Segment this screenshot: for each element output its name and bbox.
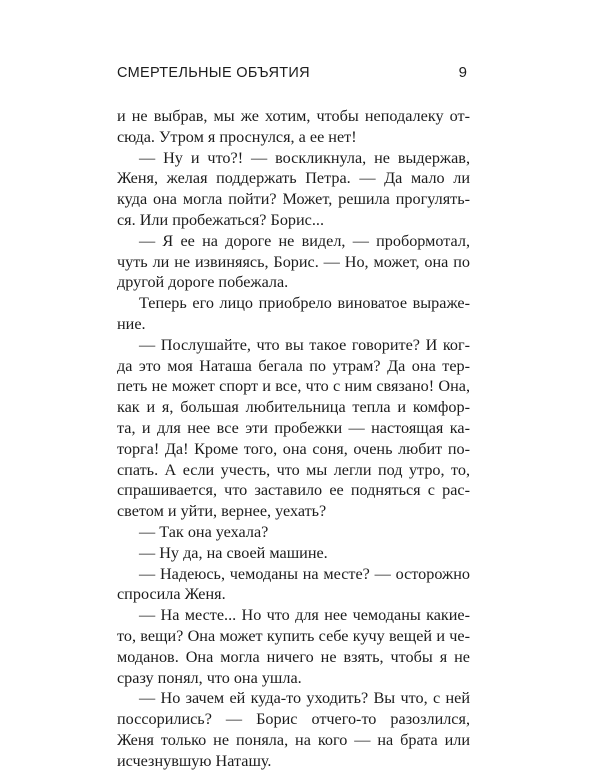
text-line: исчезнувшую Наташу.: [117, 751, 272, 770]
text-line: то, вещи? Она может купить себе кучу вещей и че-: [117, 626, 470, 645]
body-text: [117, 106, 470, 772]
text-line: моданов. Она могла ничего не взять, чтобы я не: [117, 647, 470, 666]
page-number: 9: [458, 64, 467, 81]
text-line: сразу понял, что она ушла.: [117, 668, 302, 687]
text-line: Женя, желая поддержать Петра. — Да мало ли: [117, 169, 470, 188]
text-line: — Я ее на дороге не видел, — пробормотал,: [139, 231, 470, 250]
text-line: спрашивается, что заставило ее подняться с рас-: [117, 481, 470, 500]
running-title: СМЕРТЕЛЬНЫЕ ОБЪЯТИЯ: [117, 65, 310, 81]
text-line: — Надеюсь, чемоданы на месте? — осторожно: [139, 564, 470, 583]
text-line: спать. А если учесть, что мы легли под утро, то,: [117, 460, 470, 479]
text-line: петь не может спорт и все, что с ним связано! Она,: [117, 377, 470, 396]
text-line: Теперь его лицо приобрело виноватое выраже-: [139, 294, 470, 313]
text-line: — Послушайте, что вы такое говорите? И ког-: [139, 335, 470, 354]
text-line: ся. Или пробежаться? Борис...: [117, 210, 324, 229]
text-line: — Так она уехала?: [139, 522, 269, 541]
text-line: сюда. Утром я проснулся, а ее нет!: [117, 127, 357, 146]
text-line: спросила Женя.: [117, 585, 226, 604]
text-line: поссорились? — Борис отчего-то разозлился,: [117, 710, 470, 729]
text-line: — Ну и что?! — воскликнула, не выдержав,: [139, 148, 470, 167]
text-line: как и я, большая любительница тепла и комфор-: [117, 398, 470, 417]
text-line: другой дороге побежала.: [117, 273, 289, 292]
text-line: — На месте... Но что для нее чемоданы какие-: [139, 606, 470, 625]
running-header: [117, 62, 467, 84]
text-line: Женя только не поняла, на кого — на брата или: [117, 730, 470, 749]
text-line: — Но зачем ей куда-то уходить? Вы что, с ней: [139, 689, 470, 708]
text-line: — Ну да, на своей машине.: [139, 543, 328, 562]
text-line: и не выбрав, мы же хотим, чтобы неподалеку от-: [117, 107, 470, 125]
text-line: ние.: [117, 314, 146, 333]
text-line: торга! Да! Кроме того, она соня, очень любит по-: [117, 439, 470, 458]
text-line: куда она могла пойти? Может, решила прогулять-: [117, 190, 470, 209]
text-line: светом и уйти, вернее, уехать?: [117, 502, 327, 521]
text-line: да это моя Наташа бегала по утрам? Да она тер-: [117, 356, 470, 375]
text-line: чуть ли не извиняясь, Борис. — Но, может, она по: [117, 252, 470, 271]
text-line: та, и для нее все эти пробежки — настоящая ка-: [117, 418, 470, 437]
